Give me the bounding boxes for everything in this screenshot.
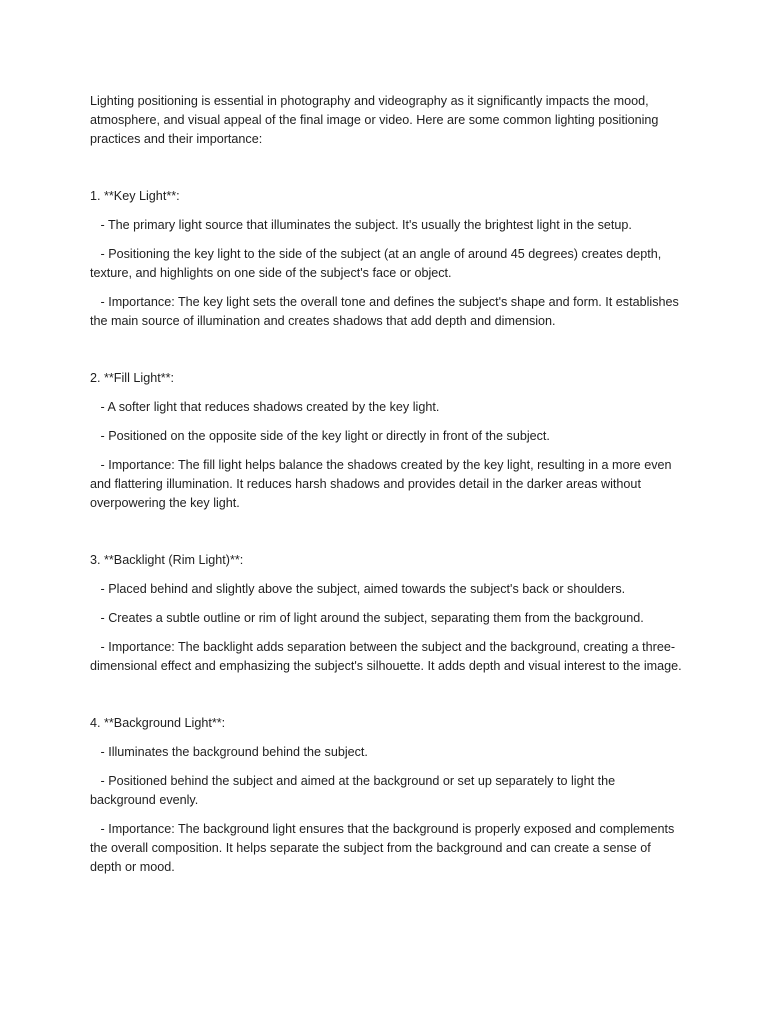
bullet-item: - Creates a subtle outline or rim of light around the subject, separating them from the background. [90, 611, 644, 625]
bullet-item: - Illuminates the background behind the subject. [90, 745, 368, 759]
section-heading: 1. **Key Light**: [90, 189, 180, 203]
section-background-light [90, 714, 682, 877]
bullet-item: - Importance: The backlight adds separation between the subject and the background, creating a three-dimensional effect and emphasizing the subject's silhouette. It adds depth and visual interest to the image. [90, 640, 682, 673]
section-heading: 3. **Backlight (Rim Light)**: [90, 553, 244, 567]
bullet-item: - Positioned on the opposite side of the key light or directly in front of the subject. [90, 429, 550, 443]
section-backlight [90, 551, 682, 676]
section-fill-light [90, 369, 682, 513]
section-heading: 2. **Fill Light**: [90, 371, 174, 385]
bullet-item: - A softer light that reduces shadows created by the key light. [90, 400, 440, 414]
section-key-light [90, 187, 682, 331]
document-page [90, 92, 682, 887]
bullet-item: - Positioning the key light to the side of the subject (at an angle of around 45 degrees) creates depth, texture, and highlights on one side of the subject's face or object. [90, 247, 665, 280]
bullet-item: - Placed behind and slightly above the subject, aimed towards the subject's back or shoulders. [90, 582, 626, 596]
bullet-item: - Importance: The key light sets the overall tone and defines the subject's shape and form. It establishes the main source of illumination and creates shadows that add depth and dimension. [90, 295, 683, 328]
bullet-item: - Importance: The background light ensures that the background is properly exposed and complements the overall composition. It helps separate the subject from the background and can create a sense of depth or mood. [90, 822, 678, 874]
bullet-item: - Positioned behind the subject and aimed at the background or set up separately to light the background evenly. [90, 774, 619, 807]
section-heading: 4. **Background Light**: [90, 716, 226, 730]
intro-paragraph: Lighting positioning is essential in photography and videography as it significantly impacts the mood, atmosphere, and visual appeal of the final image or video. Here are some common lighting positioning practices and their importance: [90, 94, 662, 146]
bullet-item: - Importance: The fill light helps balance the shadows created by the key light, resulting in a more even and flattering illumination. It reduces harsh shadows and provides detail in the darker areas without overpowering the key light. [90, 458, 675, 510]
bullet-item: - The primary light source that illuminates the subject. It's usually the brightest light in the setup. [90, 218, 632, 232]
